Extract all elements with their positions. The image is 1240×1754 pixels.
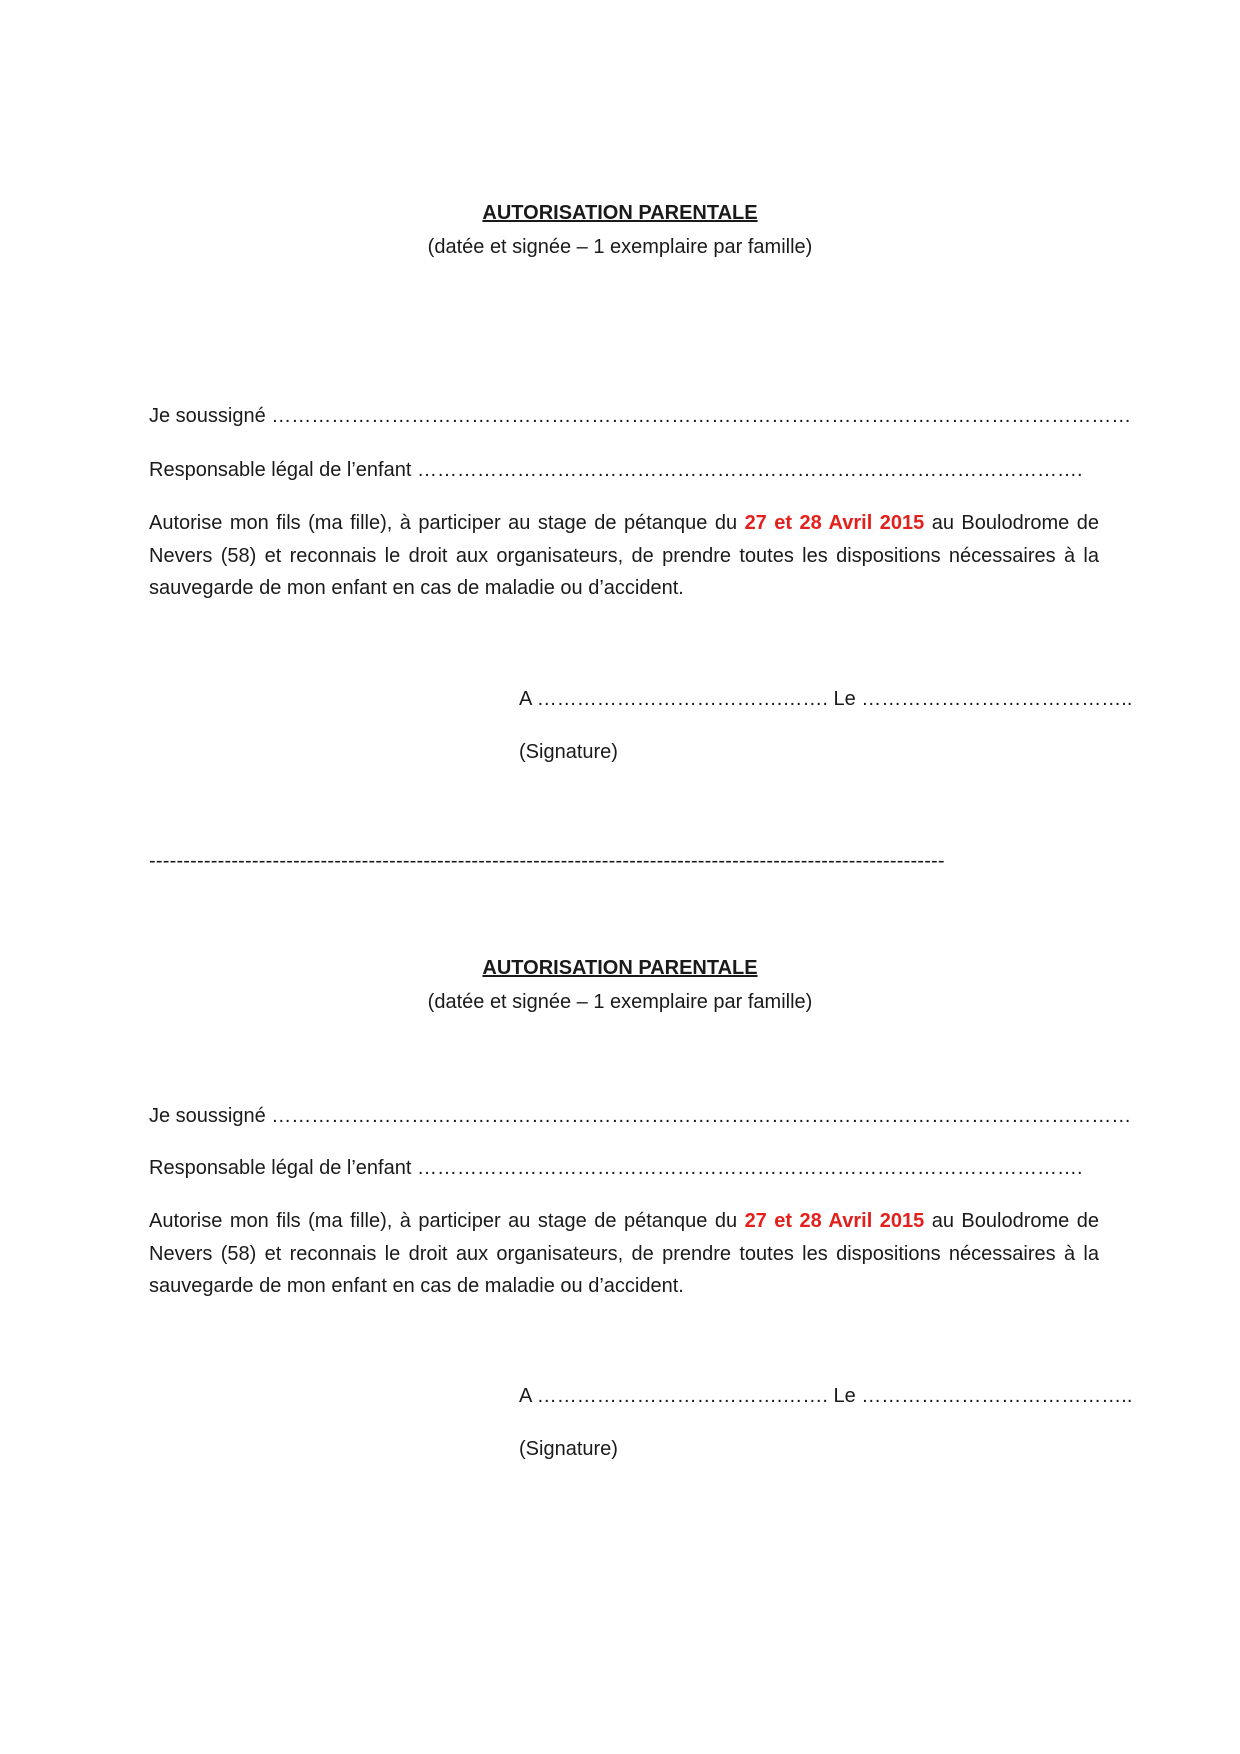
undersigned-line: Je soussigné ………………………………………………………………………………………………………………… <box>149 1105 1132 1127</box>
event-dates: 27 et 28 Avril 2015 <box>744 1210 925 1232</box>
paragraph-text-after: au Boulodrome de Nevers (58) et reconnais le droit aux organisateurs, de prendre toutes les dispositions nécessaires à la sauvegarde de mon enfant en cas de maladie ou d’accident. <box>149 1210 1099 1297</box>
authorization-paragraph <box>149 1205 1099 1303</box>
event-dates: 27 et 28 Avril 2015 <box>744 512 925 534</box>
signature-label: (Signature) <box>519 741 618 763</box>
form-title: AUTORISATION PARENTALE <box>482 957 758 979</box>
legal-guardian-line: Responsable légal de l’enfant ………………………………………………………………………………………. <box>149 459 1083 481</box>
legal-guardian-line: Responsable légal de l’enfant ………………………………………………………………………………………. <box>149 1157 1083 1179</box>
cut-line-separator: -------------------------------------------------------------------------------------------------------------------- <box>149 850 945 872</box>
paragraph-text-after: au Boulodrome de Nevers (58) et reconnais le droit aux organisateurs, de prendre toutes les dispositions nécessaires à la sauvegarde de mon enfant en cas de maladie ou d’accident. <box>149 512 1099 599</box>
authorization-paragraph <box>149 507 1099 605</box>
undersigned-line: Je soussigné ………………………………………………………………………………………………………………… <box>149 405 1132 427</box>
signature-label: (Signature) <box>519 1438 618 1460</box>
form-subtitle: (datée et signée – 1 exemplaire par famille) <box>427 236 813 258</box>
place-date-line: A ……………………………….……. Le ………………………………….. <box>519 1385 1133 1407</box>
form-title: AUTORISATION PARENTALE <box>482 202 758 224</box>
paragraph-text-before: Autorise mon fils (ma fille), à participer au stage de pétanque du <box>149 512 745 534</box>
place-date-line: A ……………………………….……. Le ………………………………….. <box>519 688 1133 710</box>
form-subtitle: (datée et signée – 1 exemplaire par famille) <box>427 991 813 1013</box>
paragraph-text-before: Autorise mon fils (ma fille), à participer au stage de pétanque du <box>149 1210 745 1232</box>
